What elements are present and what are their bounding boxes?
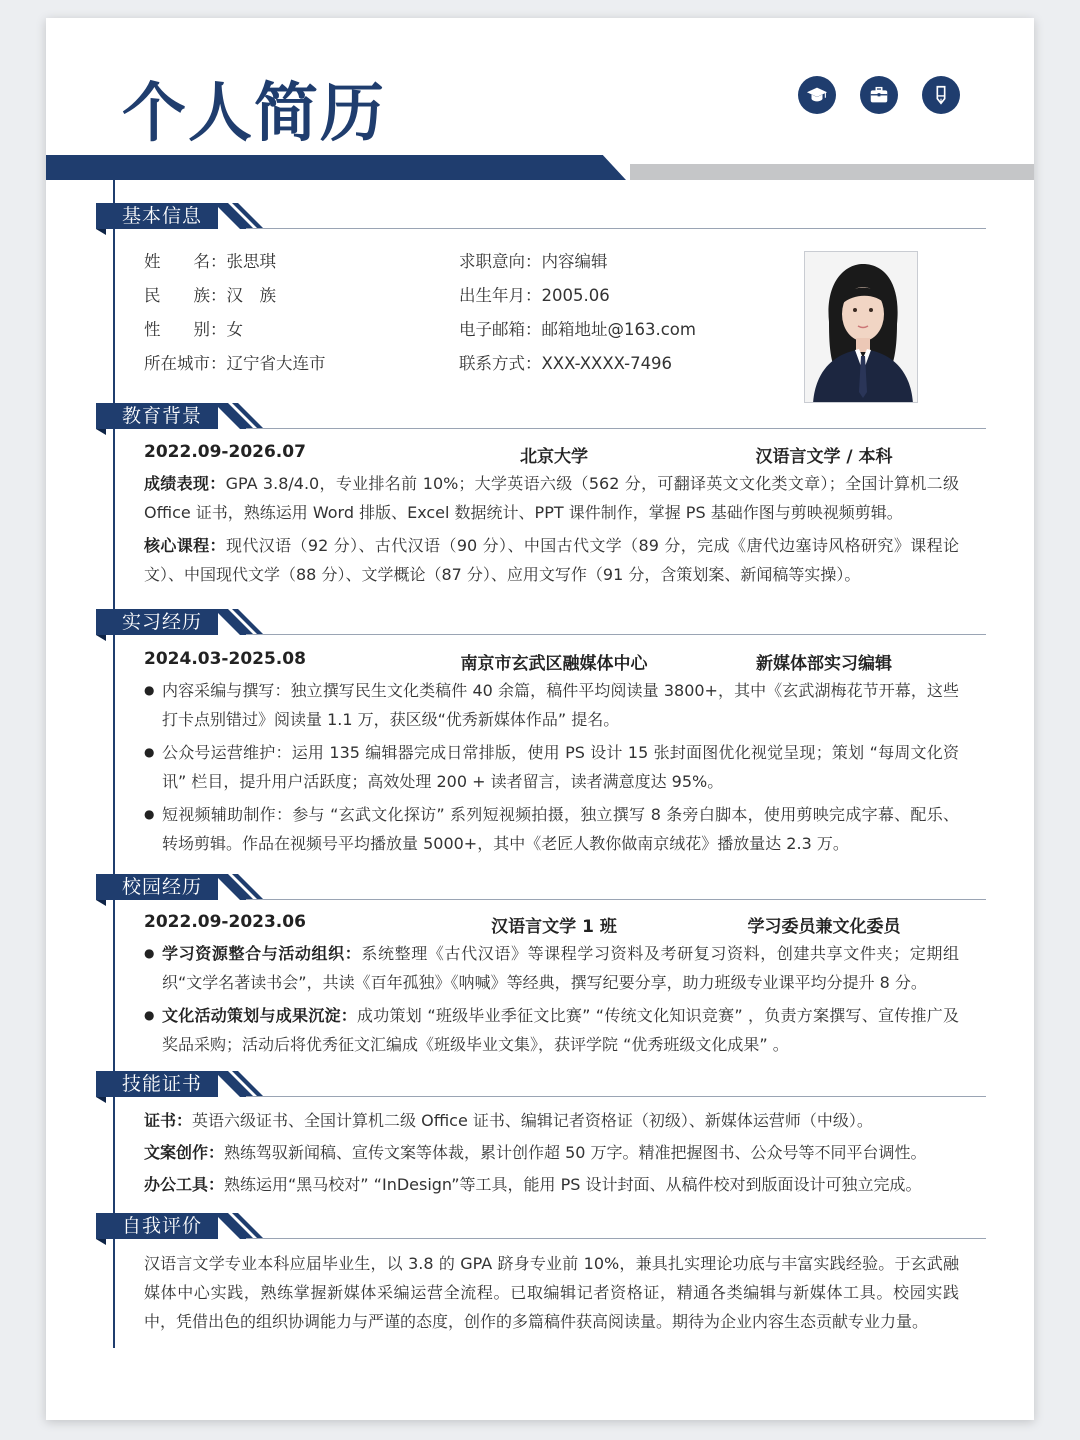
info-email: 电子邮箱：邮箱地址@163.com — [459, 320, 696, 339]
stripes-decoration — [214, 609, 264, 635]
info-ethnic: 民 族：汉 族 — [144, 286, 276, 305]
info-phone: 联系方式：XXX-XXXX-7496 — [459, 354, 673, 373]
briefcase-icon — [860, 76, 898, 114]
internship-bullet: ● 短视频辅助制作：参与 “玄武文化探访” 系列短视频拍摄，独立撰写 8 条旁白脚本，使用剪映完成字幕、配乐、转场剪辑。作品在视频号平均播放量 5000+，其中《老匠人教你做南京绒花》播放量达 2.3 万。 — [144, 800, 959, 858]
skills-certificates: 证书：英语六级证书、全国计算机二级 Office 证书、编辑记者资格证（初级）、新媒体运营师（中级）。 — [144, 1111, 873, 1130]
section-internship — [96, 609, 986, 641]
stripes-decoration — [214, 1071, 264, 1097]
campus-bullet: ● 学习资源整合与活动组织：系统整理《古代汉语》等课程学习资料及考研复习资料，创建共享文件夹；定期组织“文学名著读书会”，共读《百年孤独》《呐喊》等经典，撰写纪要分享，助力班级专业课平均分提升 8 分。 — [144, 939, 959, 997]
avatar — [804, 251, 918, 403]
header-icons — [798, 76, 960, 114]
section-education — [96, 403, 986, 435]
graduation-cap-icon — [798, 76, 836, 114]
section-basic-info — [96, 203, 986, 235]
education-major: 汉语言文学 / 本科 — [755, 447, 893, 467]
section-title: 实习经历 — [122, 611, 203, 633]
stripes-decoration — [214, 203, 264, 229]
page-title: 个人简历 — [122, 77, 386, 151]
stripes-decoration — [214, 874, 264, 900]
skills-writing: 文案创作：熟练驾驭新闻稿、宣传文案等体裁，累计创作超 50 万字。精准把握图书、公众号等不同平台调性。 — [144, 1143, 927, 1162]
section-skills — [96, 1071, 986, 1103]
pen-icon — [922, 76, 960, 114]
resume-page — [46, 18, 1034, 1420]
self-evaluation-text: 汉语言文学专业本科应届毕业生，以 3.8 的 GPA 跻身专业前 10%，兼具扎实理论功底与丰富实践经验。于玄武融媒体中心实践，熟练掌握新媒体采编运营全流程。已取编辑记者资格证，精通各类编辑与新媒体工具。校园实践中，凭借出色的组织协调能力与严谨的态度，创作的多篇稿件获高阅读量。期待为企业内容生态贡献专业力量。 — [144, 1254, 959, 1331]
section-title: 自我评价 — [122, 1215, 203, 1237]
section-self-evaluation — [96, 1213, 986, 1245]
section-title: 基本信息 — [122, 205, 203, 227]
timeline-line — [113, 180, 115, 1348]
section-title: 校园经历 — [122, 876, 203, 898]
section-title: 技能证书 — [122, 1073, 203, 1095]
info-intent: 求职意向：内容编辑 — [459, 252, 608, 271]
header-band — [46, 155, 626, 180]
section-title: 教育背景 — [122, 405, 203, 427]
education-period: 2022.09-2026.07 — [144, 442, 306, 462]
campus-role: 学习委员兼文化委员 — [747, 917, 901, 937]
skills-tools: 办公工具：熟练运用“黑马校对” “InDesign”等工具，能用 PS 设计封面、从稿件校对到版面设计可独立完成。 — [144, 1175, 922, 1194]
section-campus — [96, 874, 986, 906]
education-school: 北京大学 — [520, 447, 588, 467]
internship-bullet: ● 内容采编与撰写：独立撰写民生文化类稿件 40 余篇，稿件平均阅读量 3800+，其中《玄武湖梅花节开幕，这些打卡点别错过》阅读量 1.1 万，获区级“优秀新媒体作品” 提名。 — [144, 676, 959, 734]
internship-bullet: ● 公众号运营维护：运用 135 编辑器完成日常排版，使用 PS 设计 15 张封面图优化视觉呈现；策划 “每周文化资讯” 栏目，提升用户活跃度；高效处理 200 + 读者留言，读者满意度达 95%。 — [144, 738, 959, 796]
stripes-decoration — [214, 1213, 264, 1239]
education-courses: 核心课程：现代汉语（92 分）、古代汉语（90 分）、中国古代文学（89 分，完成《唐代边塞诗风格研究》课程论文）、中国现代文学（88 分）、文学概论（87 分）、应用文写作（91 分，含策划案、新闻稿等实操）。 — [144, 536, 959, 584]
campus-period: 2022.09-2023.06 — [144, 912, 306, 932]
info-gender: 性 别：女 — [144, 320, 243, 339]
info-name: 姓 名：张思琪 — [144, 252, 276, 271]
campus-bullet: ● 文化活动策划与成果沉淀：成功策划 “班级毕业季征文比赛” “传统文化知识竞赛” ，负责方案撰写、宣传推广及奖品采购；活动后将优秀征文汇编成《班级毕业文集》，获评学院 “优秀班级文化成果” 。 — [144, 1001, 959, 1059]
info-birth: 出生年月：2005.06 — [459, 286, 610, 305]
internship-role: 新媒体部实习编辑 — [756, 654, 892, 674]
internship-period: 2024.03-2025.08 — [144, 649, 306, 669]
header-band-grey — [630, 164, 1034, 180]
education-grades: 成绩表现：GPA 3.8/4.0，专业排名前 10%；大学英语六级（562 分，可翻译英文文化类文章）；全国计算机二级 Office 证书，熟练运用 Word 排版、Excel 数据统计、PPT 课件制作，掌握 PS 基础作图与剪映视频剪辑。 — [144, 474, 959, 522]
internship-org: 南京市玄武区融媒体中心 — [460, 654, 648, 674]
info-city: 所在城市：辽宁省大连市 — [144, 354, 326, 373]
campus-org: 汉语言文学 1 班 — [491, 917, 617, 937]
stripes-decoration — [214, 403, 264, 429]
